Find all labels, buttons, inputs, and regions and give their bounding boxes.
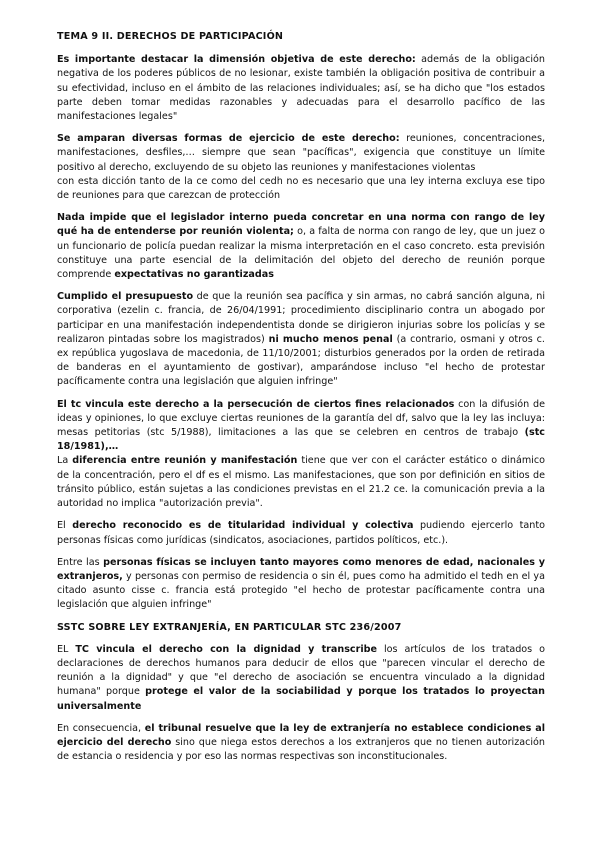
document-title: TEMA 9 II. DERECHOS DE PARTICIPACIÓN (57, 31, 284, 42)
bold-phrase: el tribunal resuelve que la ley de extranjería no establece condiciones al ejercicio del derecho (57, 722, 546, 748)
paragraph-natural-persons (57, 556, 545, 613)
paragraph-text: El (57, 520, 73, 532)
paragraph-text: reuniones, concentraciones, manifestaciones, desfiles,… siempre que sean "pacíficas", exigencia que constituye un límite positivo al derecho, excluyendo de su objeto las reuniones y manifestaciones violentas (57, 133, 545, 173)
paragraph-presupposition (57, 290, 545, 389)
paragraph-text: además de la obligación negativa de los poderes públicos de no lesionar, existe también la obligación positiva de contribuir a su efectividad, incluso en el ámbito de las relaciones individuales; así, se ha dicho que "los estados parte deben tomar medidas razonables y adecuadas para el desarrollo pacífico de las manifestaciones legales" (57, 54, 545, 123)
section-heading: SSTC SOBRE LEY EXTRANJERÍA, EN PARTICULAR STC 236/2007 (57, 621, 402, 633)
bold-phrase: diferencia entre reunión y manifestación (72, 455, 298, 467)
bold-phrase: protege el valor de la sociabilidad y porque los tratados lo proyectan universalmente (57, 686, 545, 712)
bold-phrase: Nada impide que el legislador interno pueda concretar en una norma con rango de ley qué ha de entenderse por reunión violenta; (57, 212, 545, 238)
paragraph-text: los artículos de los tratados o declaraciones de derechos humanos para deducir de ellos que "parecen vincular el derecho de reunión a la dignidad" y que "el derecho de asociación se encuentra vinculado a la dignidad humana" porque (57, 643, 545, 698)
paragraph-text: tiene que ver con el carácter estático o dinámico de la concentración, pero el df es el mismo. Las manifestaciones, que son por definición en sitios de tránsito público, están sujetas a las condiciones previstas en el 21.2 ce. la comunicación previa a la autoridad no implica "autorización previa". (57, 455, 545, 510)
paragraph-text: y personas con permiso de residencia o sin él, pues como ha admitido el tedh en el ya citado asunto cisse c. francia está protegido "el hecho de protestar pacíficamente contra una legislación que alguien infringe" (57, 570, 545, 611)
paragraph-text: con la difusión de ideas y opiniones, lo que excluye ciertas reuniones de la garantía del df, salvo que la ley las incluya: mesas petitorias (stc 5/1988), limitaciones a las que se celebren en centros de trabajo (57, 398, 545, 439)
paragraph-text: EL (57, 643, 76, 655)
bold-phrase: ni mucho menos penal (268, 333, 393, 345)
bold-phrase: derecho reconocido es de titularidad individual y colectiva (72, 520, 414, 532)
paragraph-text: Entre las (57, 556, 104, 568)
bold-phrase: Cumplido el presupuesto (57, 291, 194, 303)
bold-phrase: Se amparan diversas formas de ejercicio de este derecho: (57, 133, 400, 145)
paragraph-dignity (57, 643, 545, 714)
paragraph-forms-of-exercise (57, 132, 545, 203)
bold-phrase: (stc 18/1981),… (57, 427, 545, 453)
paragraph-text: pudiendo ejercerlo tanto personas físicas como jurídicas (sindicatos, asociaciones, partidos políticos, etc.). (57, 520, 545, 546)
paragraph-objective-dimension (57, 53, 545, 124)
paragraph-text: La (57, 455, 73, 467)
paragraph-text: o, a falta de norma con rango de ley, que un juez o un funcionario de policía puedan realizar la misma interpretación en el caso concreto. esta previsión constituye una parte esencial de la delimitación del objeto del derecho de reunión porque comprende (57, 226, 545, 281)
document-page (57, 30, 545, 772)
bold-phrase: El tc vincula este derecho a la persecución de ciertos fines relacionados (57, 398, 455, 410)
paragraph-conclusion (57, 722, 545, 765)
paragraph-tc-purposes (57, 398, 545, 455)
paragraph-text: con esta dicción tanto de la ce como del cedh no es necesario que una ley interna excluya ese tipo de reuniones para que carezcan de protección (57, 175, 545, 202)
paragraph-legislator (57, 211, 545, 282)
paragraph-meeting-vs-demonstration (57, 454, 545, 511)
paragraph-text: de que la reunión sea pacífica y sin armas, no cabrá sanción alguna, ni corporativa (ezelin c. francia, de 26/04/1991; procedimiento disciplinario contra un abogado por participar en una manifestación independentista donde se dirigieron injurias sobre los policías y se realizaron pintadas sobre los magistrados) (57, 291, 545, 345)
bold-phrase: TC vincula el derecho con la dignidad y transcribe (75, 643, 377, 655)
paragraph-ownership (57, 519, 545, 547)
bold-phrase: personas físicas se incluyen tanto mayores como menores de edad, nacionales y extranjeros, (57, 556, 546, 582)
paragraph-text: (a contrario, osmani y otros c. ex república yugoslava de macedonia, de 11/10/2001; disturbios generados por la orden de retirada de banderas en el ayuntamiento de gostivar), amparándose incluso "el hecho de protestar pacíficamente contra una legislación que alguien infringe" (57, 333, 545, 388)
bold-phrase: Es importante destacar la dimensión objetiva de este derecho: (57, 54, 416, 66)
paragraph-text: En consecuencia, (57, 722, 145, 734)
bold-phrase: expectativas no garantizadas (114, 269, 274, 281)
paragraph-text: sino que niega estos derechos a los extranjeros que no tienen autorización de estancia o residencia y por eso las normas respectivas son inconstitucionales. (57, 736, 546, 763)
